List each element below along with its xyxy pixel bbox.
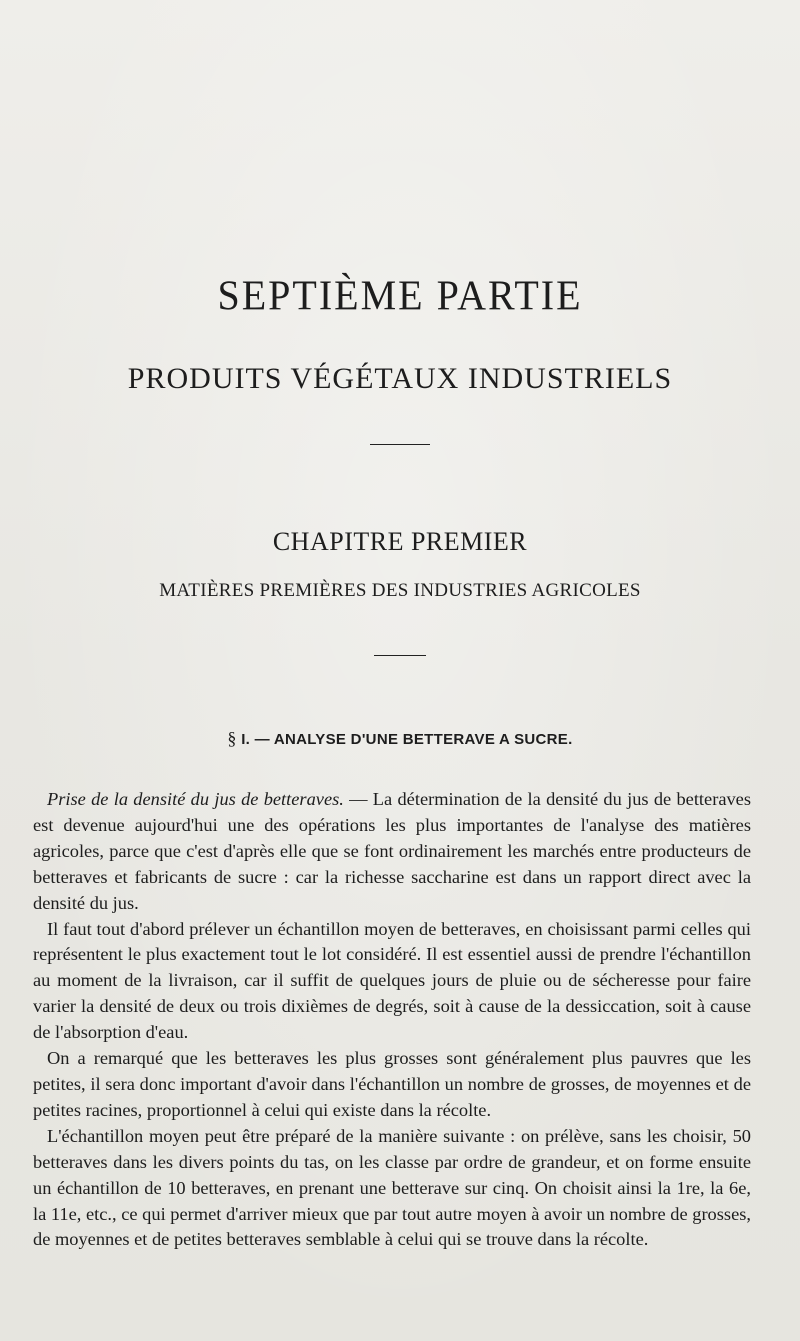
- part-title: SEPTIÈME PARTIE: [217, 271, 583, 320]
- divider-rule: [370, 444, 430, 445]
- paragraph-text: Il faut tout d'abord prélever un échantillon moyen de betteraves, en choisissant parmi celles qui représentent le plus exactement tout le lot considéré. Il est essentiel aussi de prendre l'échantillon au moment de la livraison, car il suffit de quelques jours de pluie ou de sécheresse pour faire varier la densité de deux ou trois dixièmes de degrés, soit à cause de la dessiccation, soit à cause de l'absorption d'eau.: [33, 918, 751, 1043]
- paragraph: [33, 917, 751, 1047]
- divider-rule: [374, 655, 426, 656]
- paragraph-lead: Prise de la densité du jus de betteraves.: [47, 789, 344, 809]
- section-label: I. — ANALYSE D'UNE BETTERAVE A SUCRE.: [241, 731, 573, 748]
- paragraph: [33, 1124, 751, 1254]
- paragraph-text: L'échantillon moyen peut être préparé de la manière suivante : on prélève, sans les choisir, 50 betteraves dans les divers points du tas, on les classe par ordre de grandeur, et on forme ensuite un échantillon de 10 betteraves, en prenant une betterave sur cinq. On choisit ainsi la 1re, la 6e, la 11e, etc., ce qui permet d'arriver mieux que par tout autre moyen à avoir un nombre de grosses, de moyennes et de petites betteraves semblable à celui qui se trouve dans la récolte.: [33, 1125, 751, 1250]
- chapter-title: CHAPITRE PREMIER: [272, 527, 528, 556]
- part-subtitle: PRODUITS VÉGÉTAUX INDUSTRIELS: [127, 362, 673, 395]
- section-heading: [0, 728, 800, 749]
- paragraph-text: On a remarqué que les betteraves les plus grosses sont généralement plus pauvres que les petites, il sera donc important d'avoir dans l'échantillon un nombre de grosses, de moyennes et de petites racines, proportionnel à celui qui existe dans la récolte.: [33, 1048, 751, 1120]
- paragraph: [33, 1046, 751, 1124]
- section-mark: §: [227, 728, 237, 748]
- paragraph-text: — La détermination de la densité du jus de betteraves est devenue aujourd'hui une des opérations les plus importantes de l'analyse des matières agricoles, parce que c'est d'après elle que se font ordinairement les marchés entre producteurs de betteraves et fabricants de sucre : car la richesse saccharine est dans un rapport direct avec la densité du jus.: [33, 789, 752, 913]
- body-text: [33, 787, 751, 1253]
- paragraph: [33, 787, 751, 917]
- chapter-subtitle: MATIÈRES PREMIÈRES DES INDUSTRIES AGRICOLES: [159, 580, 641, 601]
